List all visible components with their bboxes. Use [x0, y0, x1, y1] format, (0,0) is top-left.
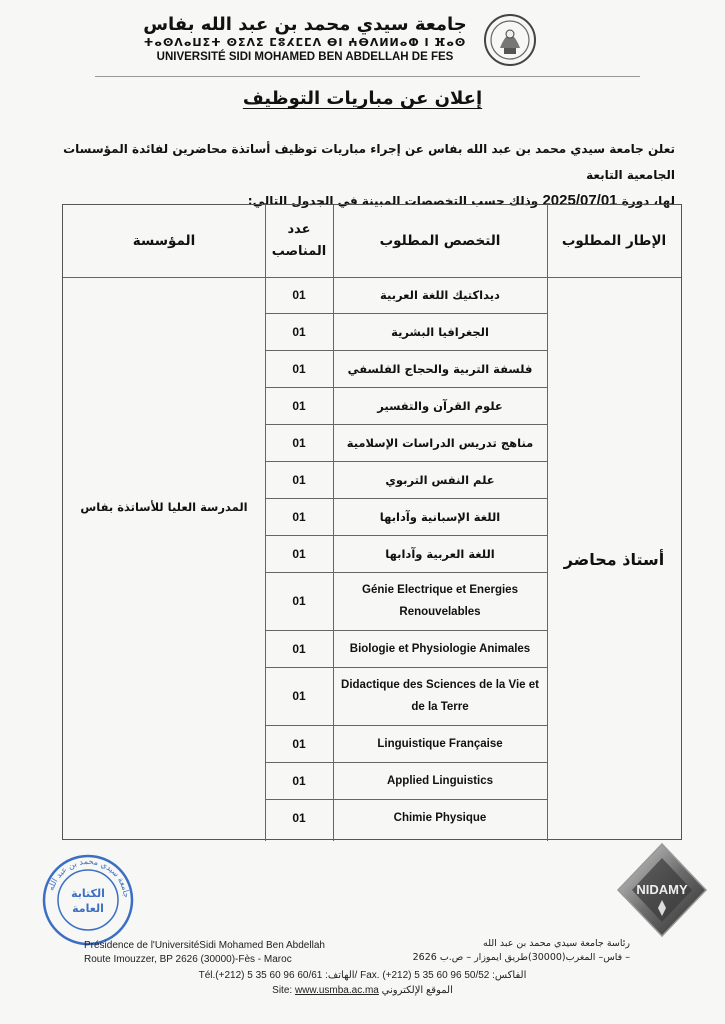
letterhead: [0, 8, 725, 68]
positions-count-cell: 01: [292, 811, 306, 825]
positions-count-cell: 01: [292, 594, 306, 608]
stamp-text-1: الكتابة: [71, 887, 105, 900]
positions-count-cell: 01: [292, 324, 306, 339]
announcement-title: [0, 88, 725, 109]
specialty-cell: علوم القرآن والتفسير: [377, 398, 503, 413]
specialty-cell: Biologie et Physiologie Animales: [349, 642, 531, 655]
positions-count-cell: 01: [292, 773, 306, 788]
site-label-ar: الموقع الإلكتروني: [381, 985, 453, 996]
positions-count-cell: 01: [292, 398, 306, 413]
specialty-cell: فلسفة التربية والحجاج الفلسفي: [347, 361, 533, 376]
positions-count-cell: 01: [292, 546, 306, 561]
specialty-cell: اللغة الإسبانية وآدابها: [379, 509, 501, 524]
intro-paragraph: [55, 136, 675, 214]
positions-count-cell: 01: [292, 509, 306, 524]
positions-count-cell: 01: [292, 641, 306, 656]
footer-address-fr-2: Route Imouzzer, BP 2626 (30000)-Fès - Maroc: [84, 954, 292, 965]
positions-count-cell: 01: [292, 361, 306, 376]
footer-address-ar-1: رئاسة جامعة سيدي محمد بن عبد الله: [483, 938, 630, 949]
specialty-cell: اللغة العربية وآدابها: [385, 546, 495, 561]
title-text: إعلان عن مباريات التوظيف: [242, 88, 483, 109]
specialty-cell: ديداكتيك اللغة العربية: [380, 288, 500, 302]
specialty-cell: Chimie Physique: [393, 812, 487, 824]
positions-count-cell: 01: [292, 472, 306, 487]
header-positions: عدد المناصب: [271, 222, 327, 259]
specialty-cell: Didactique des Sciences de la Vie et de la Terre: [341, 679, 539, 713]
footer-address-fr-1: Présidence de l'UniversitéSidi Mohamed Ben Abdellah: [84, 940, 325, 951]
specialty-cell: Applied Linguistics: [386, 774, 494, 787]
cadre-cell: أستاذ محاضر: [563, 549, 665, 569]
stamp-text-2: العامة: [72, 902, 104, 915]
footer-contact: Tél.(+212) 5 35 60 96 60/61 :الهاتف/ Fax. (+212) 5 35 60 96 50/52 :الفاكس: [198, 970, 527, 981]
institution-cell: المدرسة العليا للأساتذة بفاس: [80, 500, 248, 514]
university-name-tifinagh: ⵜⴰⵙⴷⴰⵡⵉⵜ ⵙⵉⴷⵉ ⵎⵓⵃⵎⵎⴷ ⴱⵏ ⵄⴱⴷⵍⵍⴰⵀ ⵏ ⴼⴰⵙ: [143, 36, 467, 49]
watermark-text: NIDAMY: [636, 882, 688, 897]
positions-count-cell: 01: [292, 435, 306, 450]
positions-count-cell: 01: [292, 288, 306, 302]
footer-address-ar-2: – فاس– المغرب(30000)طريق ايموزار – ص.ب 2626: [412, 952, 630, 963]
stamp-text-outer: جامعة سيدي محمد بن عبد الله: [46, 856, 131, 899]
general-secretariat-stamp-icon: [40, 852, 136, 948]
header-institution: المؤسسة: [132, 233, 196, 249]
site-label: Site:: [272, 985, 293, 996]
intro-line-1: تعلن جامعة سيدي محمد بن عبد الله بفاس عن إجراء مباريات توظيف أساتذة محاضرين لفائدة المؤسسات الجامعية التابعة: [63, 142, 675, 182]
header-divider: [95, 76, 640, 77]
intro-line-2-rest: وذلك حسب التخصصات المبينة في الجدول التالي:: [247, 194, 539, 208]
university-name-french: UNIVERSITÉ SIDI MOHAMED BEN ABDELLAH DE FES: [156, 51, 454, 63]
specialty-cell: Linguistique Française: [377, 737, 503, 750]
specialty-cell: علم النفس التربوي: [385, 472, 495, 487]
positions-count-cell: 01: [292, 736, 306, 751]
university-name-arabic: جامعة سيدي محمد بن عبد الله بفاس: [143, 14, 467, 35]
university-logo-icon: [482, 12, 538, 68]
header-cadre: الإطار المطلوب: [561, 233, 667, 249]
site-link[interactable]: www.usmba.ac.ma: [294, 985, 379, 996]
specialty-cell: مناهج تدريس الدراسات الإسلامية: [346, 435, 534, 450]
session-date: 2025/07/01: [542, 192, 618, 209]
nidamy-watermark-icon: [614, 842, 710, 938]
specialty-cell: Génie Electrique et Energies Renouvelables: [362, 584, 518, 618]
specialty-cell: الجغرافيا البشرية: [391, 324, 489, 339]
positions-table: [62, 204, 682, 840]
intro-session-label: لها، دورة: [621, 194, 675, 208]
positions-count-cell: 01: [292, 689, 306, 703]
footer-site-line: [0, 985, 725, 996]
header-specialty: التخصص المطلوب: [379, 233, 501, 249]
